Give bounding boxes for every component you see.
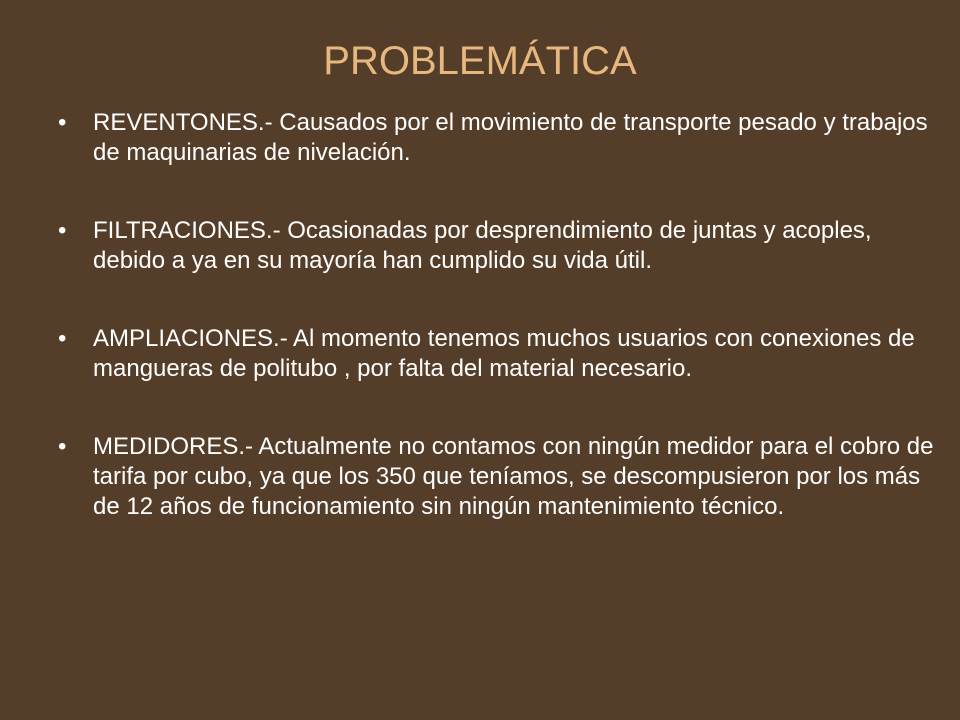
bullet-text: REVENTONES.- Causados por el movimiento de transporte pesado y trabajos de maquinarias de nivelación. xyxy=(93,109,928,166)
bullet-point-icon: • xyxy=(58,109,67,136)
bullet-point-icon: • xyxy=(58,325,67,352)
slide-title: PROBLEMÁTICA xyxy=(323,39,637,83)
bullet-point-icon: • xyxy=(58,433,67,460)
bullet-item-medidores xyxy=(58,432,938,522)
bullet-list xyxy=(58,108,938,570)
bullet-text: FILTRACIONES.- Ocasionadas por desprendimiento de juntas y acoples, debido a ya en su mayoría han cumplido su vida útil. xyxy=(93,217,872,274)
bullet-item-ampliaciones xyxy=(58,324,938,384)
bullet-text: AMPLIACIONES.- Al momento tenemos muchos usuarios con conexiones de mangueras de politubo , por falta del material necesario. xyxy=(93,325,915,382)
bullet-point-icon: • xyxy=(58,217,67,244)
bullet-text: MEDIDORES.- Actualmente no contamos con ningún medidor para el cobro de tarifa por cubo, ya que los 350 que teníamos, se descompusieron por los más de 12 años de funcionamiento sin ningún mantenimiento técnico. xyxy=(93,433,934,520)
bullet-item-filtraciones xyxy=(58,216,938,276)
bullet-item-reventones xyxy=(58,108,938,168)
